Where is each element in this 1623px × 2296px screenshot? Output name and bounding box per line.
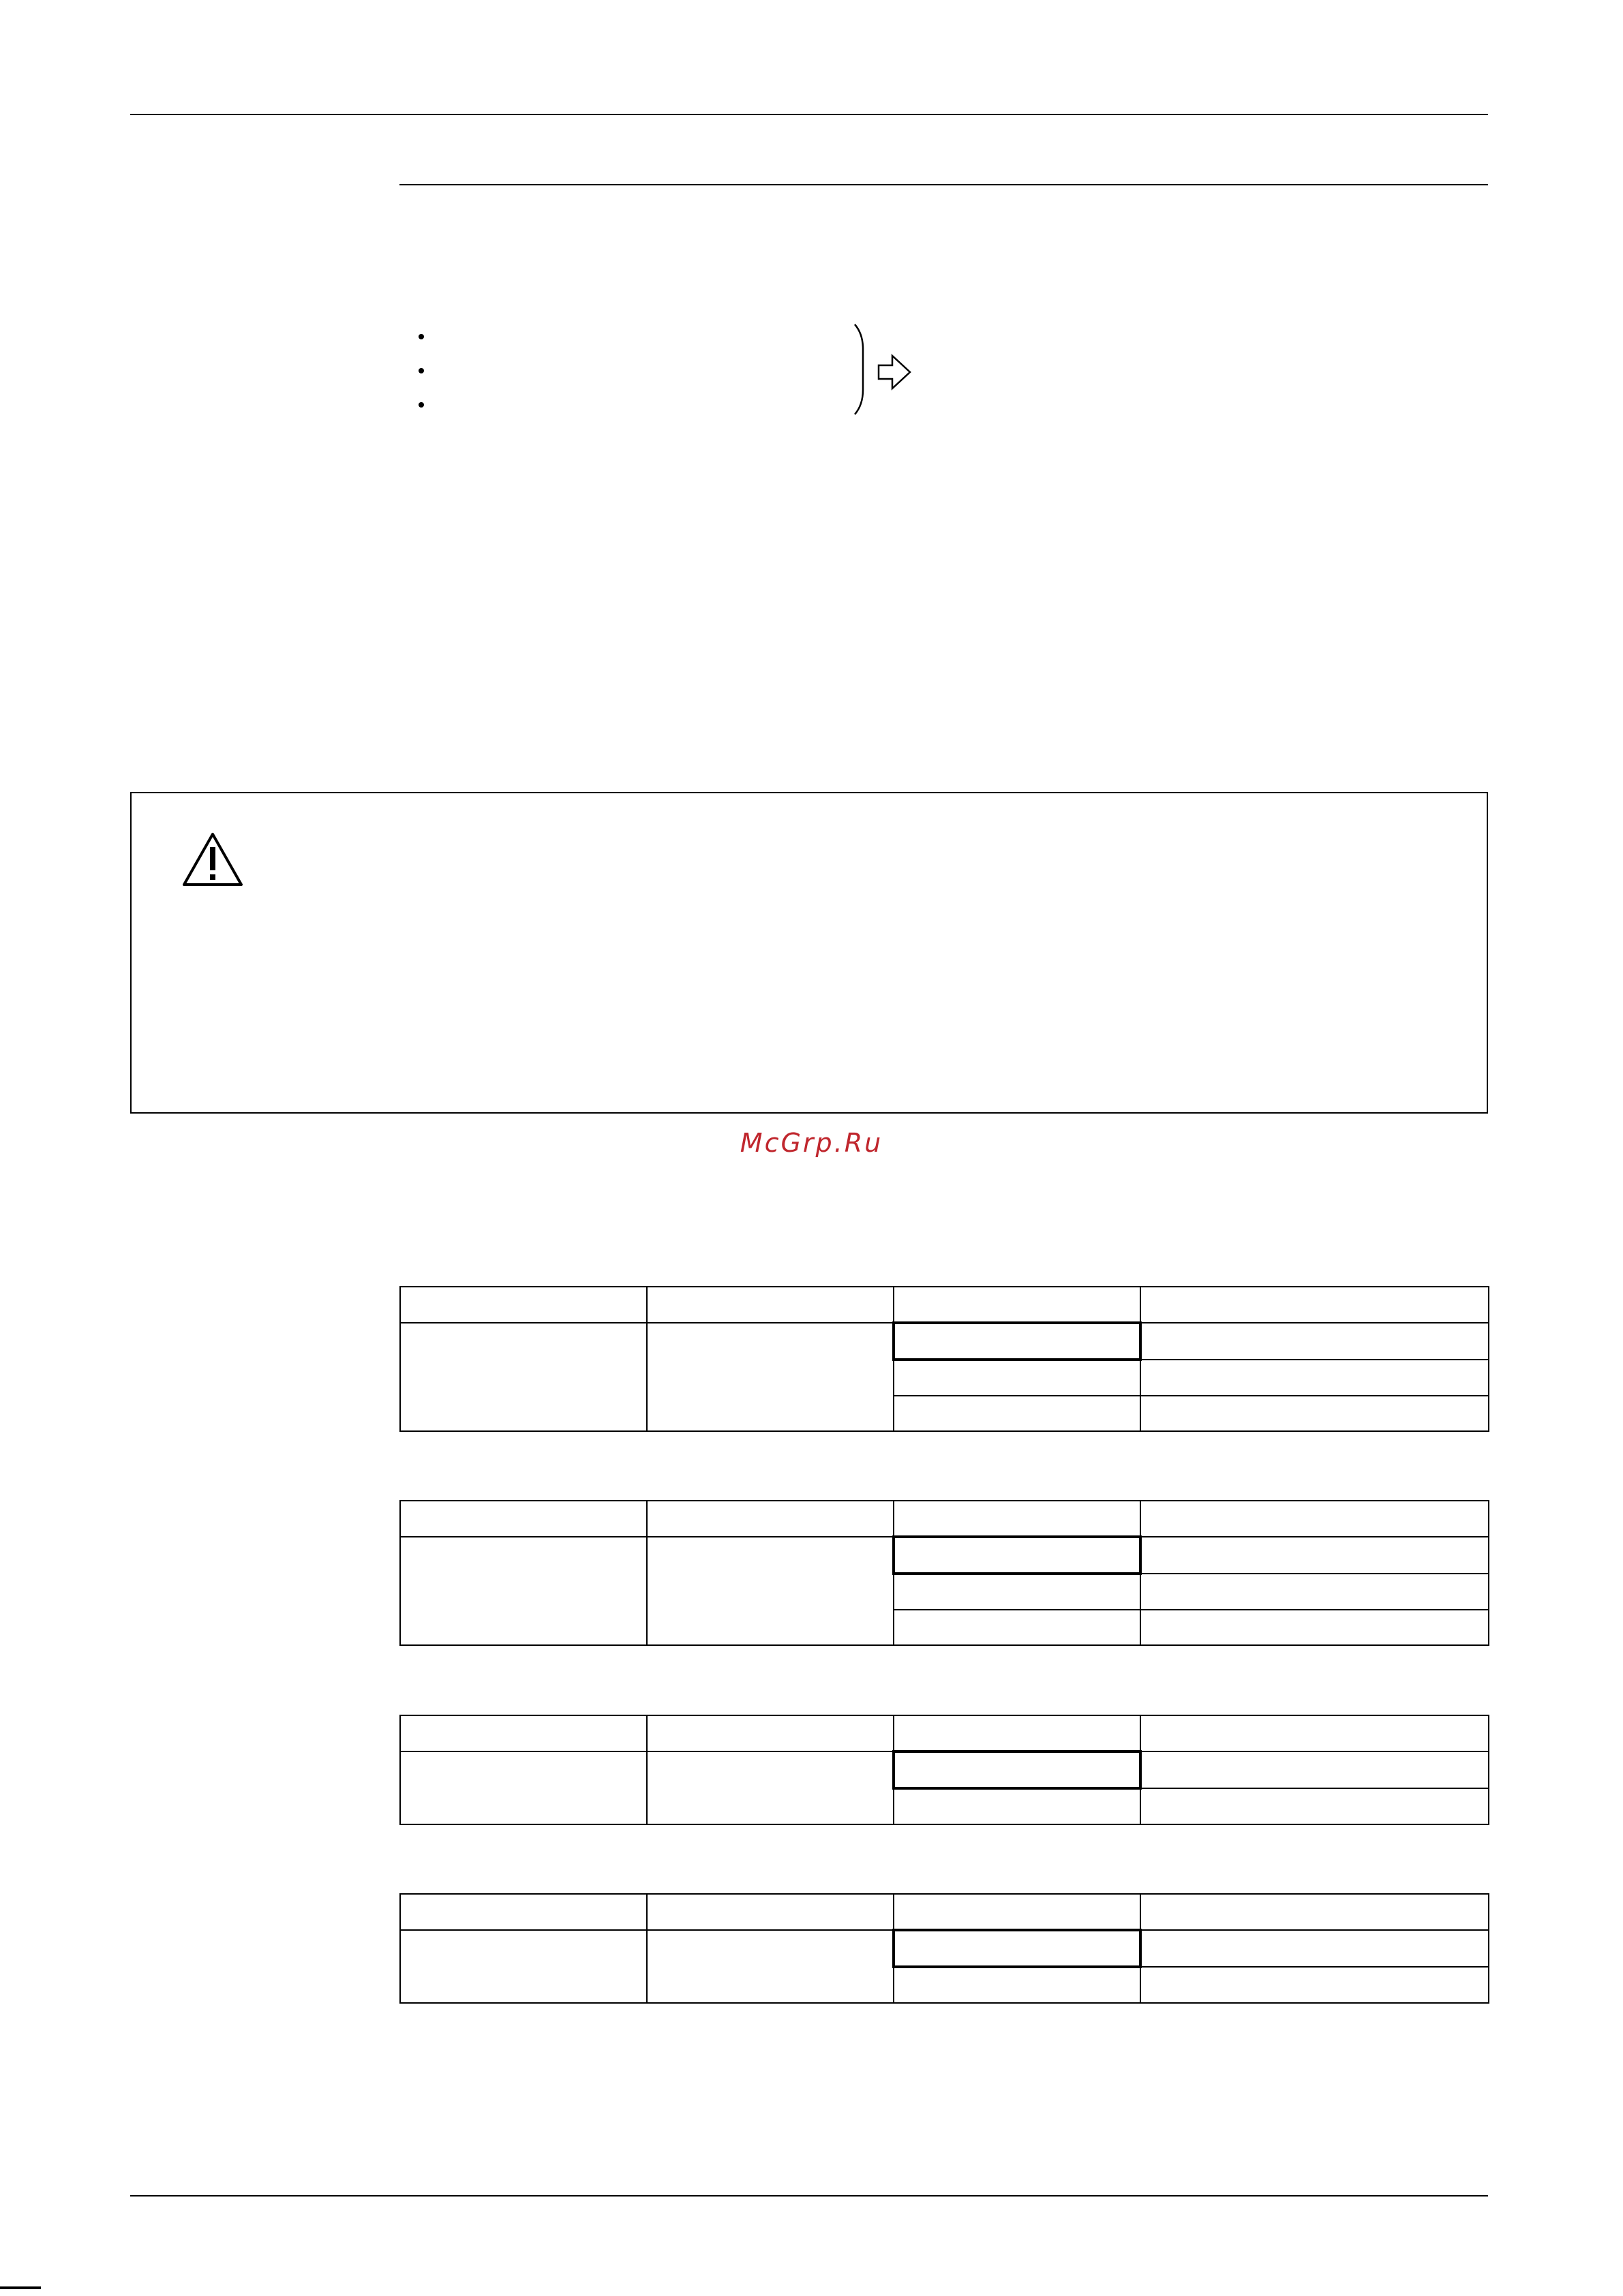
table-cell <box>1140 1610 1489 1645</box>
right-brace-icon <box>852 322 873 417</box>
spec-table-4 <box>399 1893 1489 2004</box>
right-arrow-icon <box>876 353 914 391</box>
spec-table-1 <box>399 1286 1489 1432</box>
table-row <box>400 1751 1489 1788</box>
header-cell <box>647 1287 894 1323</box>
table-cell <box>1140 1537 1489 1574</box>
highlighted-cell <box>894 1537 1140 1574</box>
table-cell <box>894 1788 1140 1824</box>
highlighted-cell <box>894 1930 1140 1967</box>
header-cell <box>1140 1894 1489 1930</box>
merged-cell <box>647 1537 894 1645</box>
spec-table-3 <box>399 1715 1489 1825</box>
table-header-row <box>400 1501 1489 1537</box>
footer-corner-mark <box>0 2286 41 2289</box>
table-row <box>400 1537 1489 1574</box>
header-cell <box>647 1501 894 1537</box>
header-cell <box>400 1894 647 1930</box>
table-cell <box>1140 1360 1489 1396</box>
merged-cell <box>647 1930 894 2003</box>
table-header-row <box>400 1287 1489 1323</box>
highlighted-cell <box>894 1751 1140 1788</box>
header-cell <box>400 1501 647 1537</box>
merged-cell <box>647 1751 894 1824</box>
header-cell <box>400 1715 647 1751</box>
merged-cell <box>400 1323 647 1431</box>
page-footer-rule <box>130 2195 1488 2196</box>
merged-cell <box>400 1537 647 1645</box>
bullet-3 <box>419 402 424 408</box>
section-title-rule <box>399 184 1488 185</box>
highlighted-cell <box>894 1323 1140 1360</box>
table-cell <box>894 1967 1140 2003</box>
merged-cell <box>647 1323 894 1431</box>
table-cell <box>1140 1930 1489 1967</box>
watermark-text: McGrp.Ru <box>740 1128 883 1158</box>
page-header-rule <box>130 114 1488 115</box>
table-cell <box>894 1360 1140 1396</box>
header-cell <box>1140 1287 1489 1323</box>
header-cell <box>894 1715 1140 1751</box>
bullet-1 <box>419 334 424 339</box>
table-row <box>400 1930 1489 1967</box>
merged-cell <box>400 1751 647 1824</box>
header-cell <box>1140 1501 1489 1537</box>
table-cell <box>1140 1967 1489 2003</box>
spec-table-2 <box>399 1500 1489 1646</box>
header-cell <box>400 1287 647 1323</box>
table-cell <box>894 1574 1140 1610</box>
table-cell <box>1140 1574 1489 1610</box>
table-cell <box>1140 1323 1489 1360</box>
table-cell <box>894 1396 1140 1431</box>
header-cell <box>647 1894 894 1930</box>
table-cell <box>1140 1396 1489 1431</box>
merged-cell <box>400 1930 647 2003</box>
bullet-2 <box>419 368 424 373</box>
header-cell <box>894 1501 1140 1537</box>
table-cell <box>1140 1788 1489 1824</box>
table-cell <box>894 1610 1140 1645</box>
header-cell <box>647 1715 894 1751</box>
warning-box <box>130 792 1488 1114</box>
table-header-row <box>400 1715 1489 1751</box>
table-header-row <box>400 1894 1489 1930</box>
warning-triangle-icon <box>181 831 245 888</box>
header-cell <box>894 1287 1140 1323</box>
table-row <box>400 1323 1489 1360</box>
table-cell <box>1140 1751 1489 1788</box>
header-cell <box>894 1894 1140 1930</box>
header-cell <box>1140 1715 1489 1751</box>
